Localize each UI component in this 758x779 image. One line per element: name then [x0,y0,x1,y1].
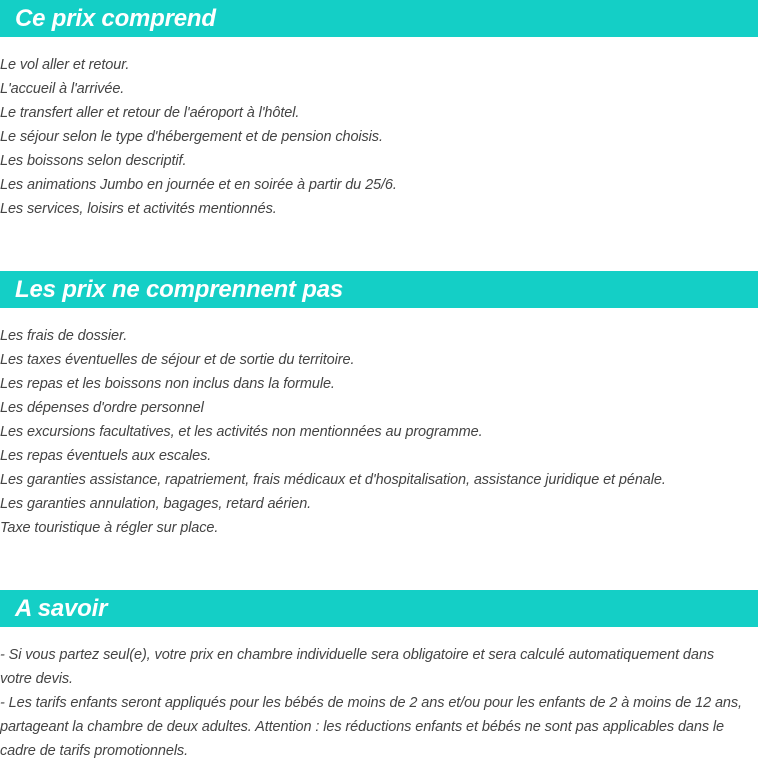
list-item: Le séjour selon le type d'hébergement et de pension choisis. [0,129,383,145]
price-excludes-header [0,271,758,308]
good-to-know-body [0,643,758,763]
good-to-know-header [0,590,758,627]
list-item: Les garanties annulation, bagages, retard aérien. [0,496,312,512]
list-item: Le transfert aller et retour de l'aéroport à l'hôtel. [0,105,300,121]
info-paragraph: - Si vous partez seul(e), votre prix en chambre individuelle sera obligatoire et sera calculé automatiquement dans votre devis. [0,647,714,687]
price-excludes-title: Les prix ne comprennent pas [15,276,344,303]
list-item: Les services, loisirs et activités mentionnés. [0,201,277,217]
price-excludes-section [0,271,758,540]
price-includes-list [0,53,758,221]
good-to-know-title: A savoir [15,595,108,622]
price-excludes-list [0,324,758,540]
list-item: Les garanties assistance, rapatriement, frais médicaux et d'hospitalisation, assistance juridique et pénale. [0,472,666,488]
list-item: Les frais de dossier. [0,328,128,344]
list-item: Le vol aller et retour. [0,57,130,73]
price-includes-section [0,0,758,221]
list-item: Les repas et les boissons non inclus dans la formule. [0,376,335,392]
list-item: Les taxes éventuelles de séjour et de sortie du territoire. [0,352,355,368]
good-to-know-section [0,590,758,763]
list-item: Les excursions facultatives, et les activités non mentionnées au programme. [0,424,483,440]
list-item: Les dépenses d'ordre personnel [0,400,204,416]
price-includes-title: Ce prix comprend [15,5,216,32]
list-item: L'accueil à l'arrivée. [0,81,125,97]
list-item: Les animations Jumbo en journée et en soirée à partir du 25/6. [0,177,397,193]
info-paragraph: - Les tarifs enfants seront appliqués pour les bébés de moins de 2 ans et/ou pour les enfants de 2 à moins de 12 ans, partageant la chambre de deux adultes. Attention : les réductions enfants et bébés ne sont pas applicables dans le cadre de tarifs promotionnels. [0,695,742,759]
price-includes-header [0,0,758,37]
list-item: Taxe touristique à régler sur place. [0,520,219,536]
list-item: Les repas éventuels aux escales. [0,448,212,464]
list-item: Les boissons selon descriptif. [0,153,187,169]
